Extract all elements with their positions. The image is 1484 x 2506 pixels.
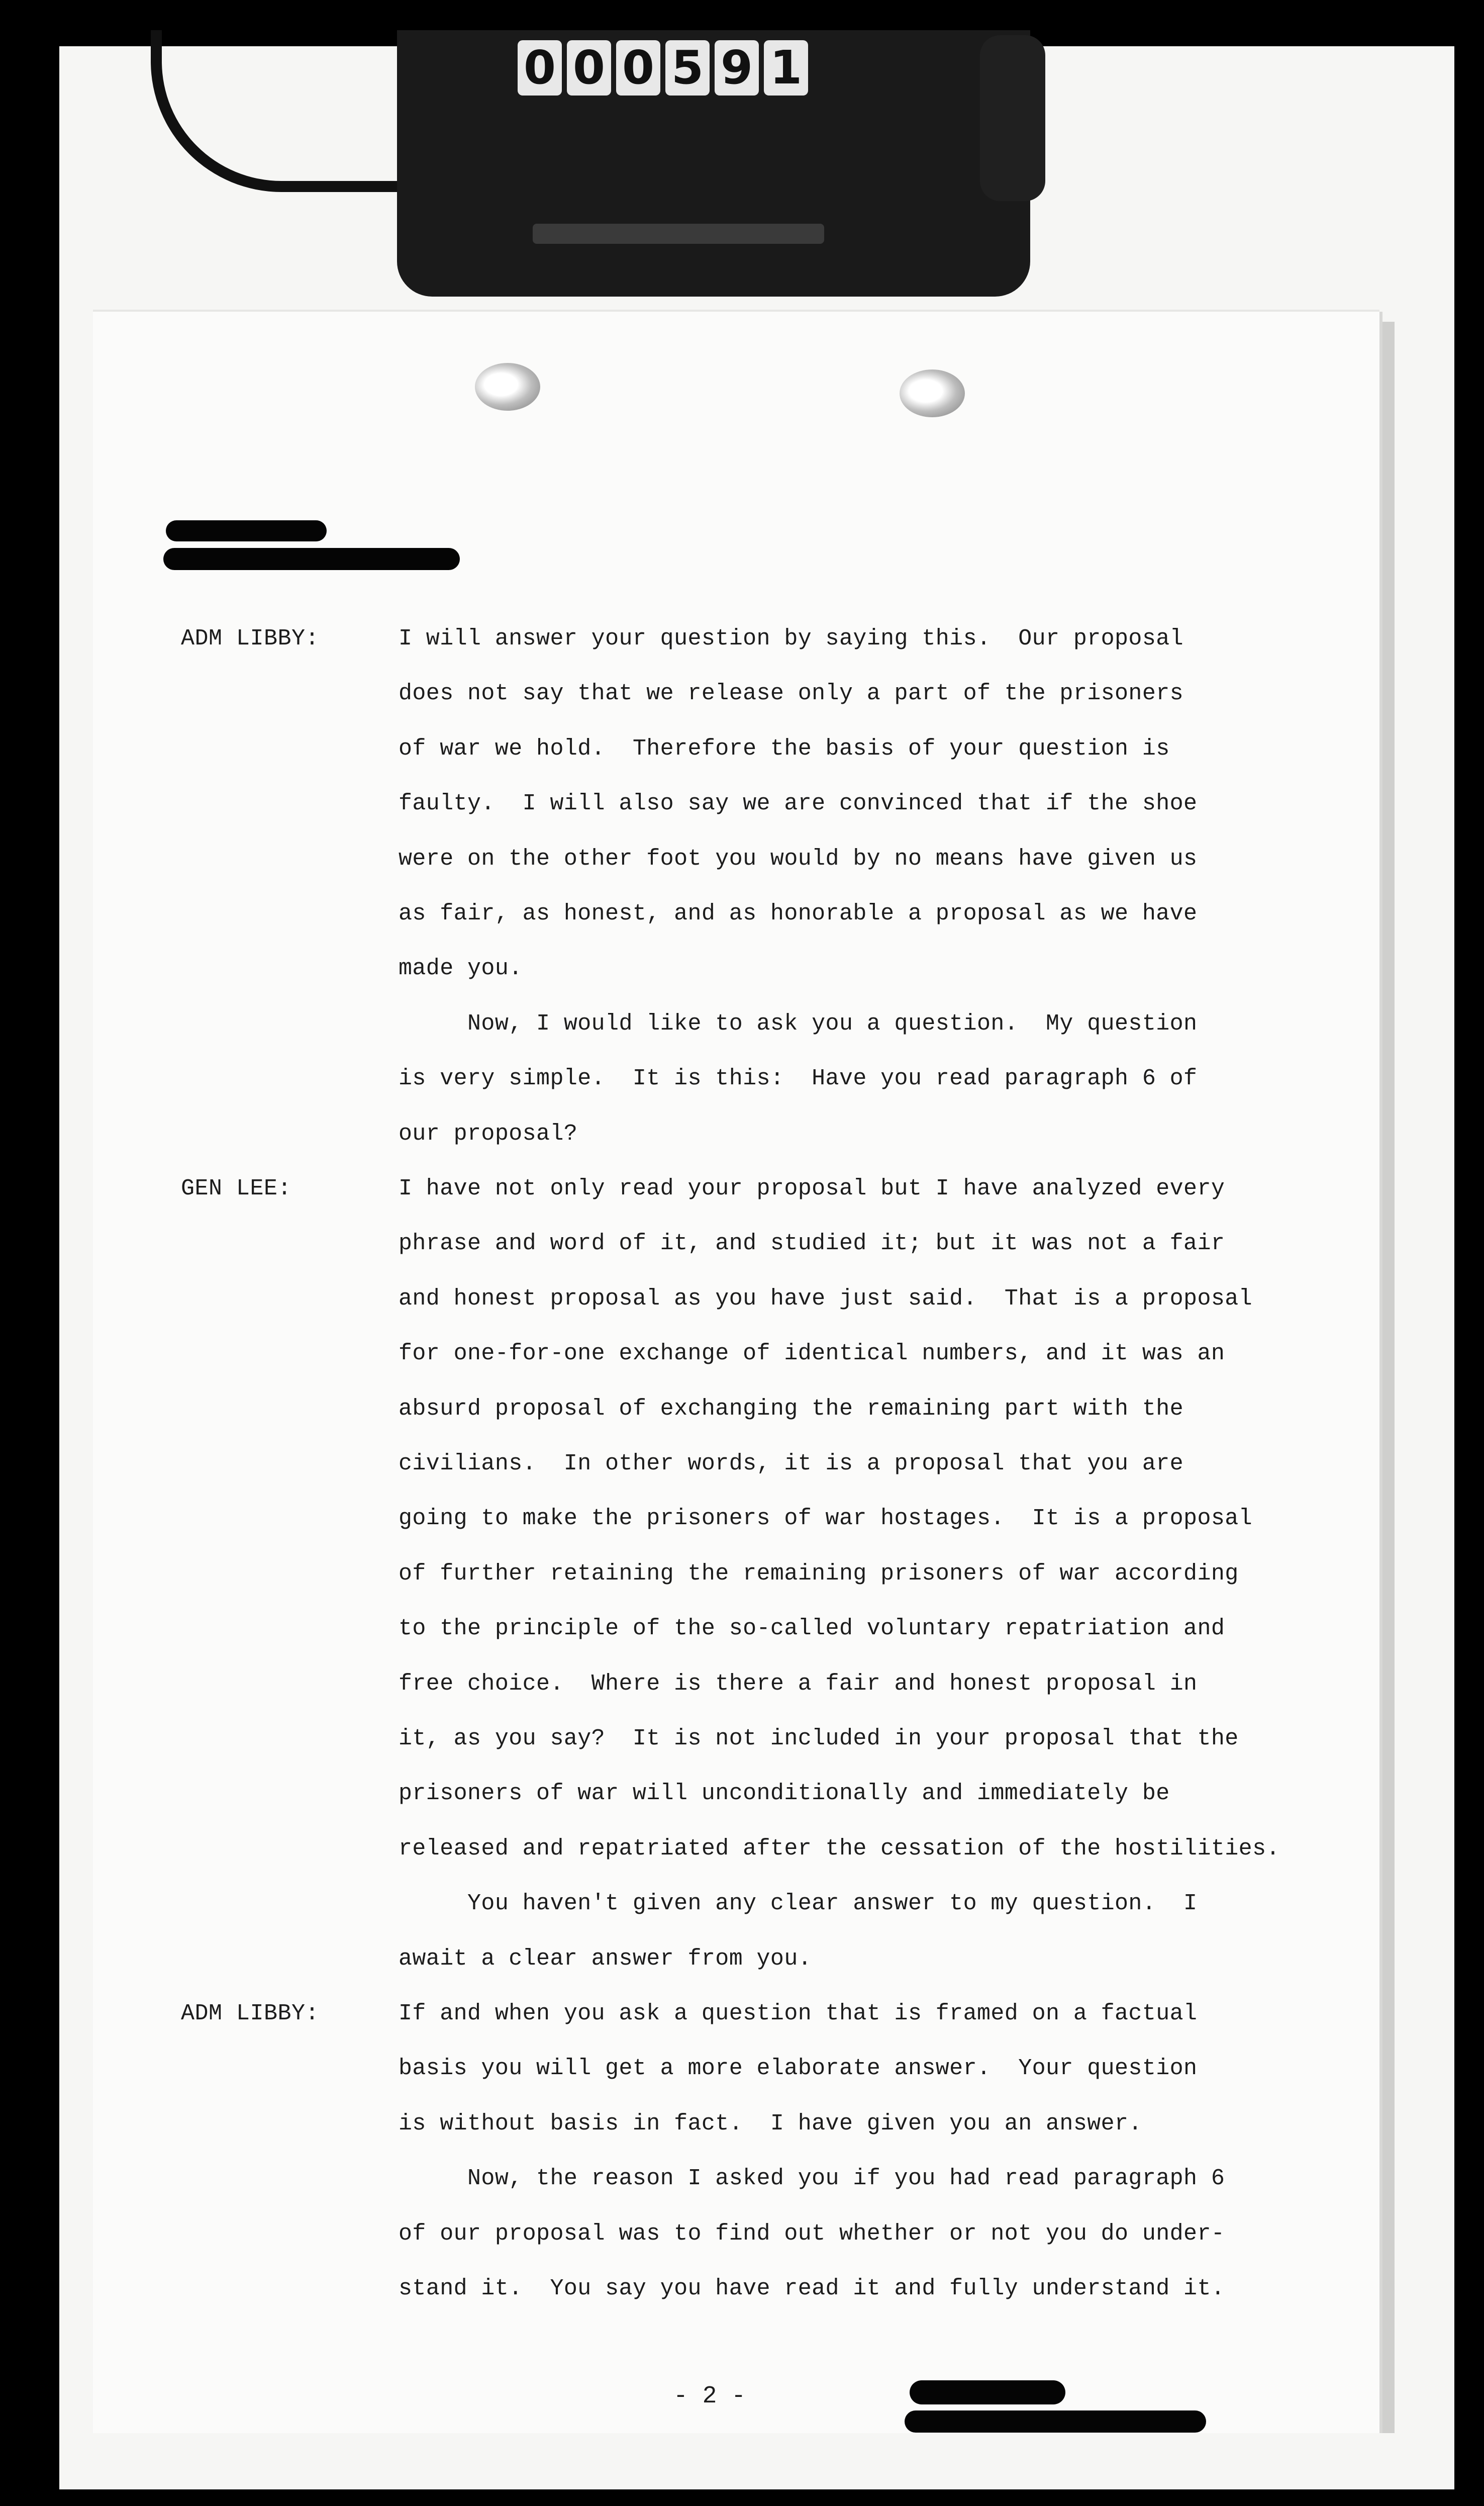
punch-hole-right — [900, 369, 965, 417]
speaker-label: ADM LIBBY: — [181, 626, 320, 652]
counter-digit: 5 — [665, 40, 710, 96]
transcript-line: You haven't given any clear answer to my question. I — [399, 1891, 1198, 1917]
transcript-line: stand it. You say you have read it and fully understand it. — [399, 2276, 1225, 2301]
redaction-top-1 — [166, 520, 327, 541]
transcript-line: Now, the reason I asked you if you had read paragraph 6 — [399, 2166, 1225, 2192]
transcript-line: is very simple. It is this: Have you read paragraph 6 of — [399, 1066, 1198, 1092]
redaction-bottom-1 — [910, 2380, 1065, 2404]
transcript-line: were on the other foot you would by no means have given us — [399, 846, 1198, 872]
transcript-line: I have not only read your proposal but I have analyzed every — [399, 1176, 1225, 1201]
transcript-line: of our proposal was to find out whether or not you do under- — [399, 2220, 1225, 2247]
counter-digit: 0 — [567, 40, 611, 96]
speaker-label: GEN LEE: — [181, 1176, 292, 1201]
counter-slot — [533, 224, 824, 244]
transcript-line: I will answer your question by saying this. Our proposal — [399, 626, 1184, 652]
transcript-line: for one-for-one exchange of identical numbers, and it was an — [399, 1341, 1225, 1367]
transcript-line: to the principle of the so-called voluntary repatriation and — [399, 1616, 1225, 1642]
transcript-line: as fair, as honest, and as honorable a proposal as we have — [399, 901, 1198, 926]
transcript-line: is without basis in fact. I have given you an answer. — [399, 2110, 1142, 2137]
transcript-line: our proposal? — [399, 1121, 578, 1147]
punch-hole-left — [475, 363, 540, 411]
transcript-line: released and repatriated after the cessation of the hostilities. — [399, 1835, 1280, 1862]
page-edge-shadow — [1379, 322, 1395, 2433]
redaction-bottom-2 — [905, 2410, 1206, 2433]
counter-digit: 0 — [616, 40, 660, 96]
counter-digit: 0 — [518, 40, 562, 96]
transcript-line: civilians. In other words, it is a proposal that you are — [399, 1451, 1184, 1476]
transcript-line: does not say that we release only a part of the prisoners — [399, 681, 1184, 707]
transcript-line: Now, I would like to ask you a question. My question — [399, 1010, 1198, 1037]
transcript-line: of war we hold. Therefore the basis of your question is — [399, 735, 1170, 762]
transcript-line: basis you will get a more elaborate answer. Your question — [399, 2056, 1198, 2082]
transcript-line: and honest proposal as you have just said. That is a proposal — [399, 1285, 1253, 1312]
transcript-line: free choice. Where is there a fair and honest proposal in — [399, 1670, 1198, 1697]
transcript-line: made you. — [399, 956, 523, 982]
transcript-line: absurd proposal of exchanging the remaining part with the — [399, 1396, 1184, 1422]
transcript-line: going to make the prisoners of war hostages. It is a proposal — [399, 1506, 1253, 1532]
transcript-line: If and when you ask a question that is framed on a factual — [399, 2001, 1198, 2026]
page-number: - 2 - — [673, 2383, 746, 2410]
frame-counter-digits — [518, 40, 808, 96]
transcript-line: prisoners of war will unconditionally and immediately be — [399, 1781, 1170, 1807]
counter-digit: 9 — [715, 40, 759, 96]
transcript-line: faulty. I will also say we are convinced that if the shoe — [399, 791, 1198, 817]
counter-digit: 1 — [764, 40, 808, 96]
transcript-line: await a clear answer from you. — [399, 1945, 812, 1972]
speaker-label: ADM LIBBY: — [181, 2001, 320, 2026]
transcript-line: it, as you say? It is not included in your proposal that the — [399, 1726, 1239, 1751]
redaction-top-2 — [163, 548, 460, 570]
transcript-line: phrase and word of it, and studied it; but it was not a fair — [399, 1231, 1225, 1257]
counter-knob — [980, 35, 1045, 201]
transcript-line: of further retaining the remaining prisoners of war according — [399, 1560, 1239, 1587]
